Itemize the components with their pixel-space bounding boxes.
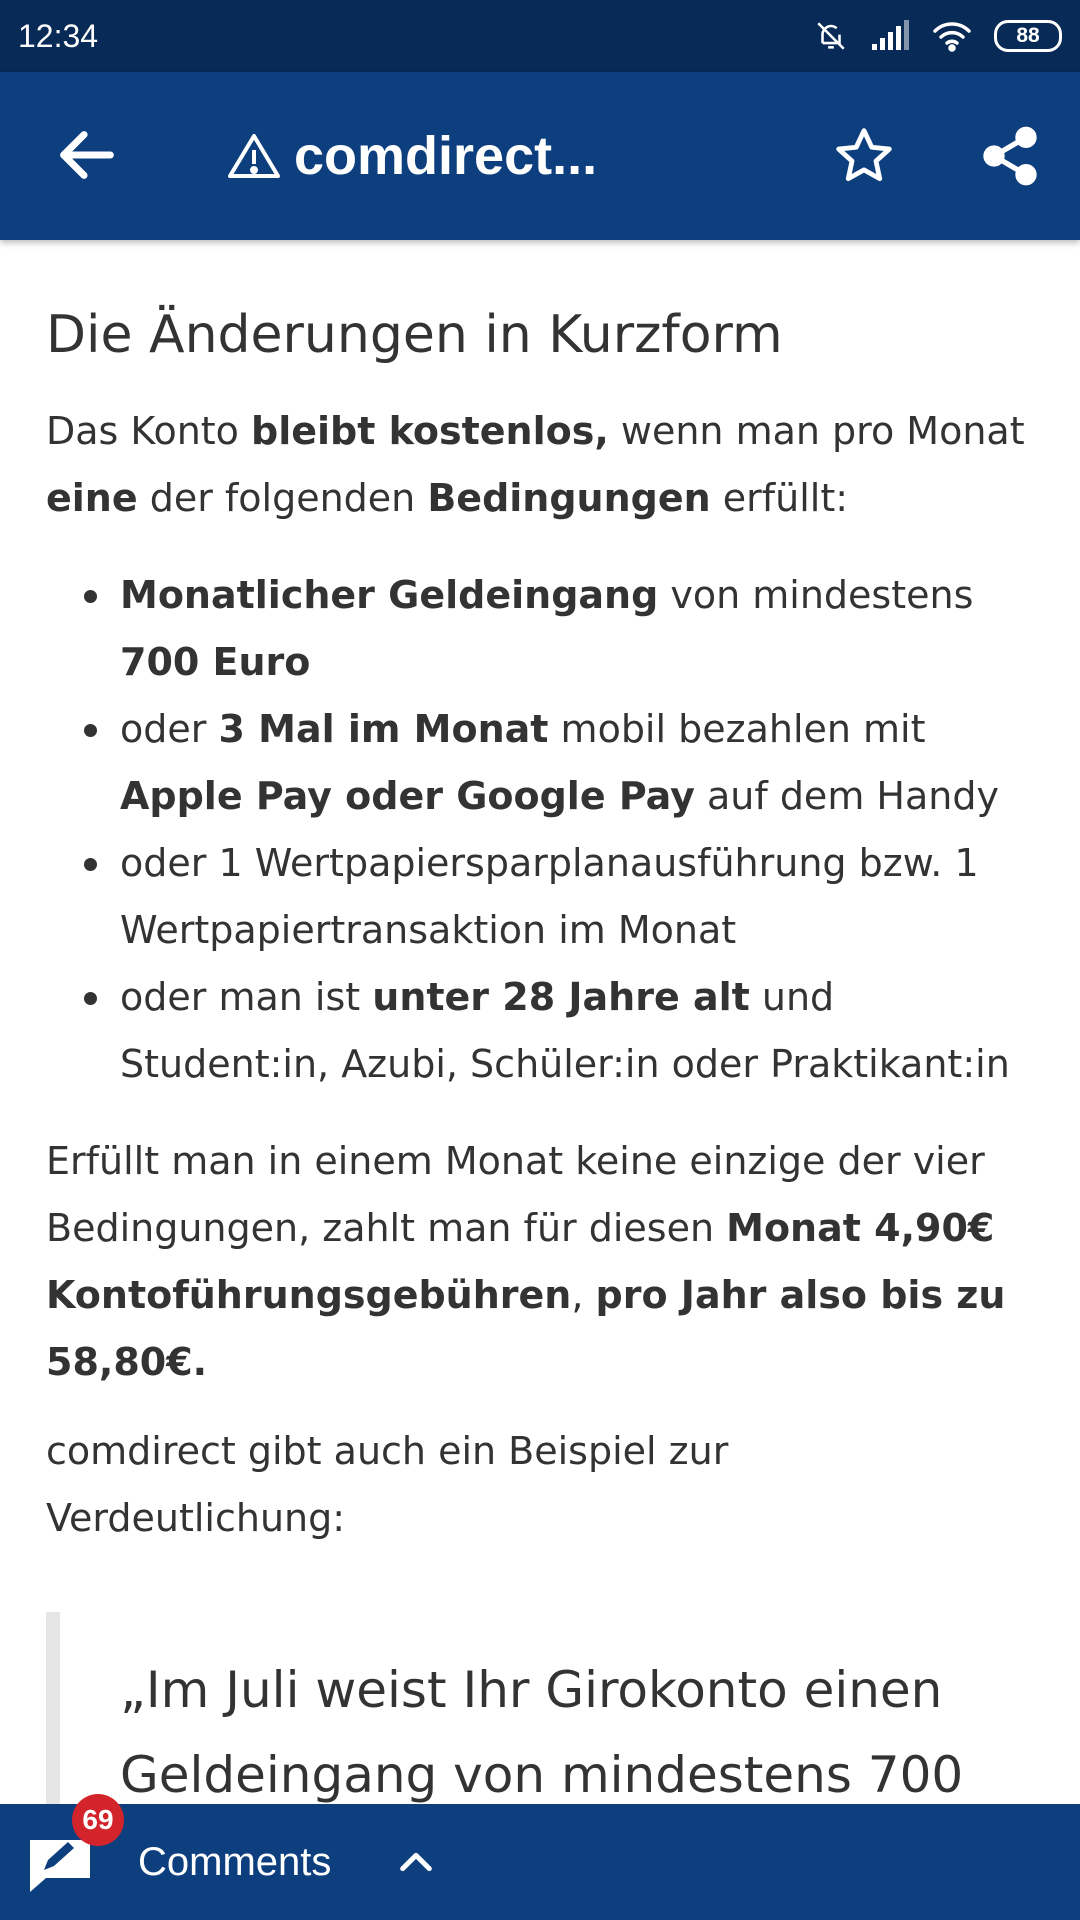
text-run: oder [120,707,219,751]
page-title [228,72,597,240]
bold-text: Apple Pay oder Google Pay [120,774,695,818]
text-run: mobil bezahlen mit [548,707,926,751]
back-arrow-icon[interactable] [52,120,122,190]
text-run: und Student:in, Azubi, Schüler:in oder Praktikant:in [120,975,1010,1086]
list-item [120,830,1036,964]
bold-text: Bedingungen [427,476,711,520]
warning-icon [228,132,280,180]
text-run: Das Konto [46,409,252,453]
text-run: oder man ist [120,975,373,1019]
comments-bar[interactable] [0,1804,1080,1920]
section-heading: Die Änderungen in Kurzform [46,305,783,365]
title-text: comdirect... [294,126,598,186]
text-run: von mindestens [658,573,974,617]
list-item [120,696,1036,830]
text-run: auf dem Handy [694,774,999,818]
text-run: , [571,1273,596,1317]
bell-off-icon [814,19,848,53]
comments-label[interactable]: Comments [138,1840,332,1884]
list-item [120,562,1036,696]
article-body [46,300,1036,1552]
text-run: der folgenden [137,476,428,520]
bold-text: 700 Euro [120,640,311,684]
star-icon[interactable] [832,124,896,188]
intro-paragraph [46,398,1036,532]
conditions-list [46,562,1036,1098]
bold-text: Monat 4,90€ Kontoführungsgebühren [46,1206,995,1317]
share-icon[interactable] [978,124,1042,188]
text-run: erfüllt: [710,476,849,520]
status-bar [0,0,1080,72]
text-run: wenn man pro Monat [608,409,1025,453]
text-run: oder 1 Wertpapiersparplanausführung bzw. 1 Wertpapiertransaktion im Monat [120,841,979,952]
bold-text: Monatlicher Geldeingang [120,573,659,617]
signal-icon [870,20,910,52]
quote-text: „Im Juli weist Ihr Girokonto einen Geldeingang von mindestens 700 [120,1661,964,1804]
chevron-up-icon[interactable] [396,1842,436,1882]
bold-text: 3 Mal im Monat [218,707,549,751]
wifi-icon [932,20,972,52]
app-bar [0,72,1080,240]
bold-text: unter 28 Jahre alt [372,975,750,1019]
bold-text: bleibt kostenlos, [251,409,609,453]
clock: 12:34 [18,18,99,54]
comment-edit-icon[interactable] [26,1834,94,1894]
text-run: Erfüllt man in einem Monat keine einzige der vier Bedingungen, zahlt man für diesen [46,1139,985,1250]
comments-count-badge: 69 [72,1794,124,1846]
battery-icon [994,20,1062,52]
bold-text: pro Jahr also bis zu 58,80€. [46,1273,1006,1384]
blockquote [46,1612,1036,1822]
battery-level: 88 [1016,24,1040,47]
bold-text: eine [46,476,138,520]
status-icons [814,0,1062,72]
list-item [120,964,1036,1098]
example-intro: comdirect gibt auch ein Beispiel zur Verdeutlichung: [46,1429,729,1540]
fee-paragraph [46,1128,1036,1396]
